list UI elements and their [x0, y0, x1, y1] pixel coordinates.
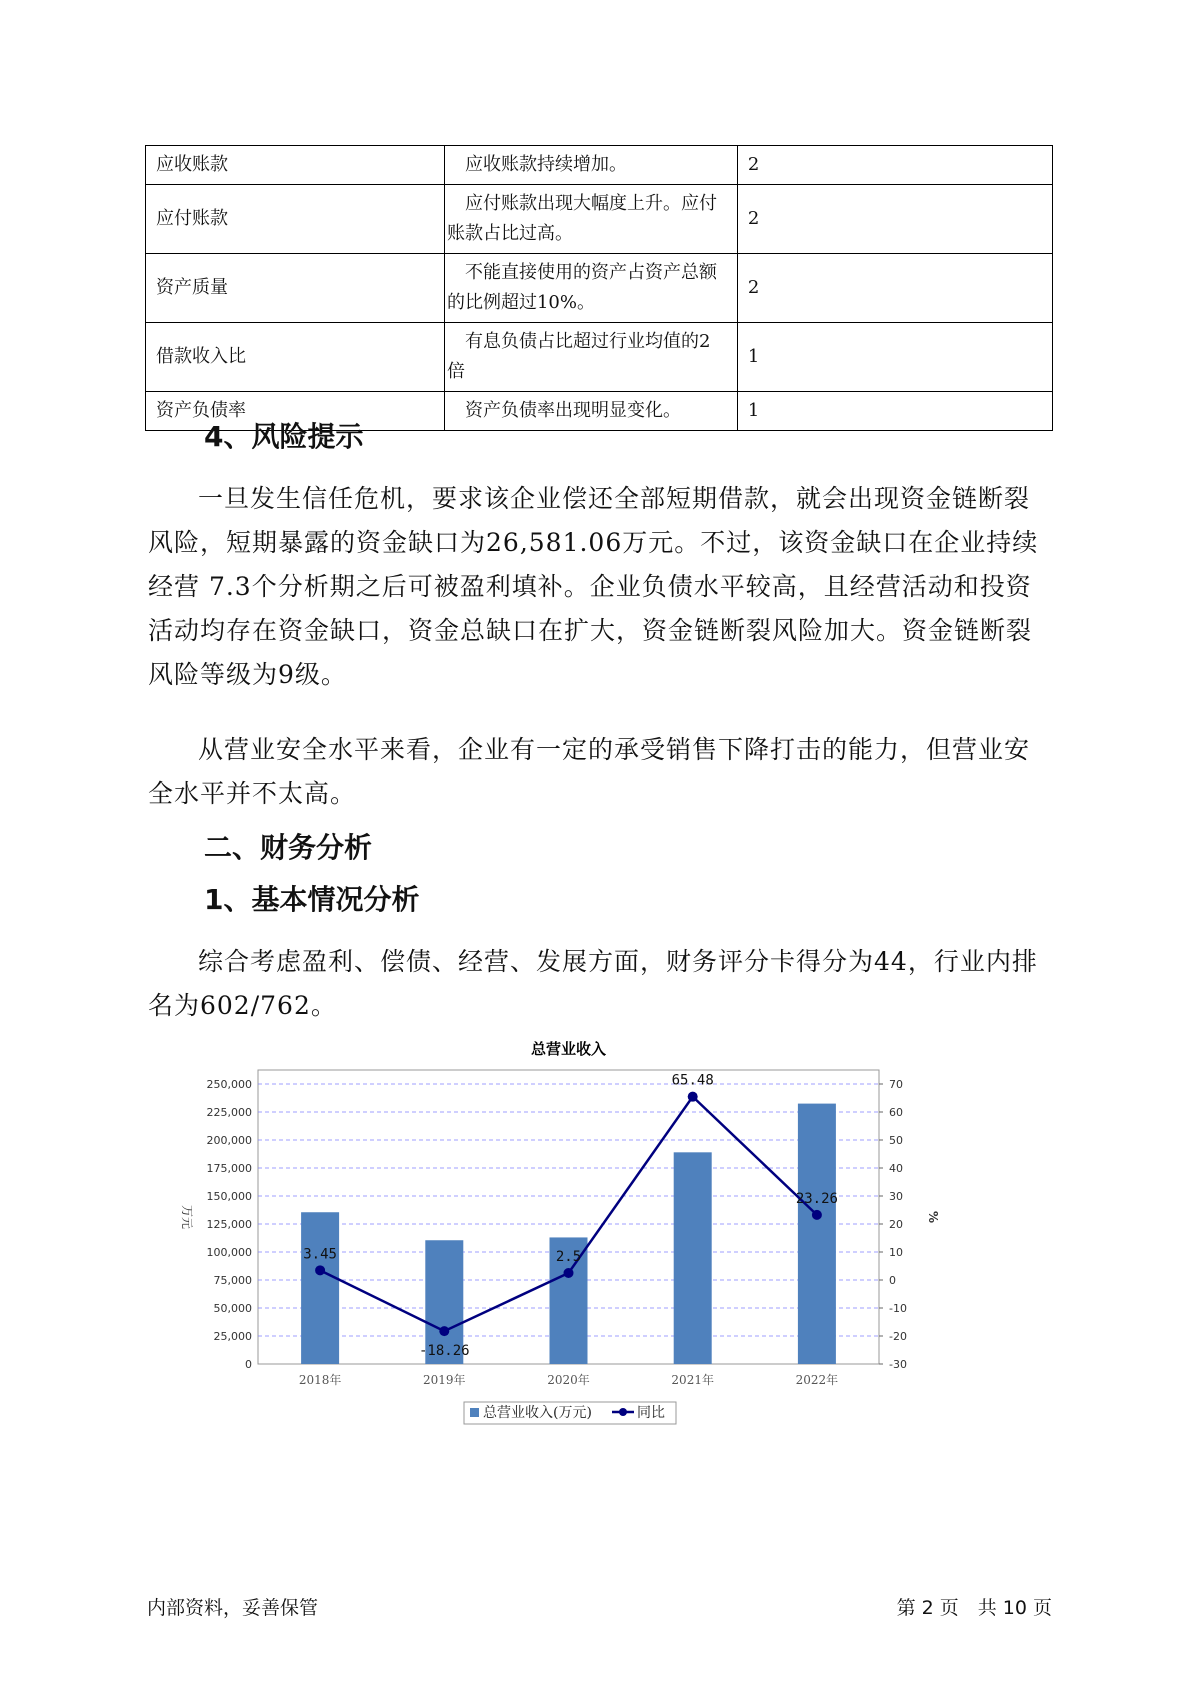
legend-line-marker [619, 1408, 627, 1416]
legend-bar-swatch [470, 1408, 479, 1417]
indicator-description-cell: 不能直接使用的资产占资产总额的比例超过10%。 [444, 254, 737, 323]
yoy-growth-point [315, 1265, 325, 1275]
indicator-score-cell: 2 [737, 185, 1052, 254]
chart-title: 总营业收入 [530, 1040, 607, 1058]
y-tick-label: 225,000 [206, 1106, 252, 1119]
revenue-chart [175, 1040, 1005, 1540]
section-title-financial-analysis: 二、财务分析 [204, 831, 373, 864]
data-label: 2.5 [555, 1249, 582, 1265]
y-tick-label: 0 [245, 1358, 252, 1371]
yoy-growth-point [439, 1326, 449, 1336]
section-title-risk: 4、风险提示 [204, 420, 364, 453]
y-tick-label: 100,000 [206, 1246, 252, 1259]
y-tick-label: 25,000 [213, 1330, 252, 1343]
x-tick-label: 2018年 [298, 1373, 342, 1387]
legend-line-label: 同比 [637, 1405, 665, 1421]
revenue-bar [674, 1152, 712, 1364]
y2-axis-label: % [926, 1210, 940, 1224]
risk-paragraph-1: 一旦发生信任危机，要求该企业偿还全部短期借款，就会出现资金链断裂风险，短期暴露的资金缺口为26,581.06万元。不过，该资金缺口在企业持续经营 7.3个分析期之后可被盈利填补。企业负债水平较高，且经营活动和投资活动均存在资金缺口，资金总缺口在扩大，资金链断裂风险加大。资金链断裂风险等级为9级。 [148, 484, 1039, 689]
y-tick-label: 75,000 [213, 1274, 252, 1287]
y2-tick-label: 40 [889, 1162, 903, 1175]
footer-page-number: 第 2 页 共 10 页 [896, 1597, 1052, 1619]
y-tick-label: 125,000 [206, 1218, 252, 1231]
revenue-bar [795, 1104, 838, 1364]
y-tick-label: 250,000 [206, 1078, 252, 1091]
x-tick-label: 2019年 [423, 1373, 466, 1387]
y2-tick-label: 0 [889, 1274, 896, 1287]
indicator-description-cell: 应收账款持续增加。 [444, 146, 737, 185]
indicator-name-cell: 借款收入比 [146, 323, 445, 392]
indicator-score-cell: 1 [737, 323, 1052, 392]
data-label: 23.26 [795, 1190, 838, 1207]
indicator-name-cell: 应付账款 [146, 185, 445, 254]
footer-confidential-note: 内部资料，妥善保管 [147, 1597, 319, 1619]
x-tick-label: 2021年 [671, 1373, 714, 1387]
y-tick-label: 150,000 [206, 1190, 252, 1203]
subsection-title-basic-analysis: 1、基本情况分析 [204, 883, 420, 916]
indicator-score-cell: 1 [737, 392, 1052, 431]
risk-indicator-table [145, 145, 1053, 431]
y2-tick-label: 60 [889, 1106, 903, 1119]
y2-tick-label: 20 [889, 1218, 903, 1231]
indicator-description-cell: 资产负债率出现明显变化。 [444, 392, 737, 431]
indicator-description-cell: 有息负债占比超过行业均值的2倍 [444, 323, 737, 392]
y2-tick-label: -30 [889, 1358, 907, 1371]
y2-tick-label: -20 [889, 1330, 907, 1343]
table-row [146, 185, 1053, 254]
legend-bar-label: 总营业收入(万元) [483, 1405, 592, 1421]
data-label: 3.45 [303, 1246, 337, 1263]
table-row [146, 323, 1053, 392]
revenue-bar [301, 1212, 339, 1364]
x-tick-label: 2022年 [795, 1373, 839, 1387]
data-label: 65.48 [671, 1072, 714, 1089]
yoy-growth-point [688, 1092, 698, 1102]
y2-tick-label: 10 [889, 1246, 903, 1259]
y-tick-label: 200,000 [206, 1134, 252, 1147]
basic-analysis-paragraph: 综合考虑盈利、偿债、经营、发展方面，财务评分卡得分为44，行业内排名为602/762。 [148, 947, 1038, 1020]
table-row [146, 146, 1053, 185]
y2-tick-label: -10 [889, 1302, 907, 1315]
y2-tick-label: 70 [889, 1078, 903, 1091]
y-axis-label: 万元 [180, 1204, 194, 1230]
indicator-name-cell: 资产质量 [146, 254, 445, 323]
x-tick-label: 2020年 [547, 1373, 590, 1387]
y-tick-label: 50,000 [213, 1302, 252, 1315]
risk-paragraph-2: 从营业安全水平来看，企业有一定的承受销售下降打击的能力，但营业安全水平并不太高。 [148, 735, 1031, 808]
indicator-name-cell: 应收账款 [146, 146, 445, 185]
indicator-description-cell: 应付账款出现大幅度上升。应付账款占比过高。 [444, 185, 737, 254]
table-row [146, 254, 1053, 323]
data-label: -18.26 [419, 1343, 470, 1360]
indicator-name-cell: 资产负债率 [146, 392, 445, 431]
indicator-score-cell: 2 [737, 254, 1052, 323]
y2-tick-label: 30 [889, 1190, 903, 1203]
yoy-growth-point [812, 1210, 822, 1220]
indicator-score-cell: 2 [737, 146, 1052, 185]
yoy-growth-point [564, 1268, 574, 1278]
y-tick-label: 175,000 [206, 1162, 252, 1175]
y2-tick-label: 50 [889, 1134, 903, 1147]
